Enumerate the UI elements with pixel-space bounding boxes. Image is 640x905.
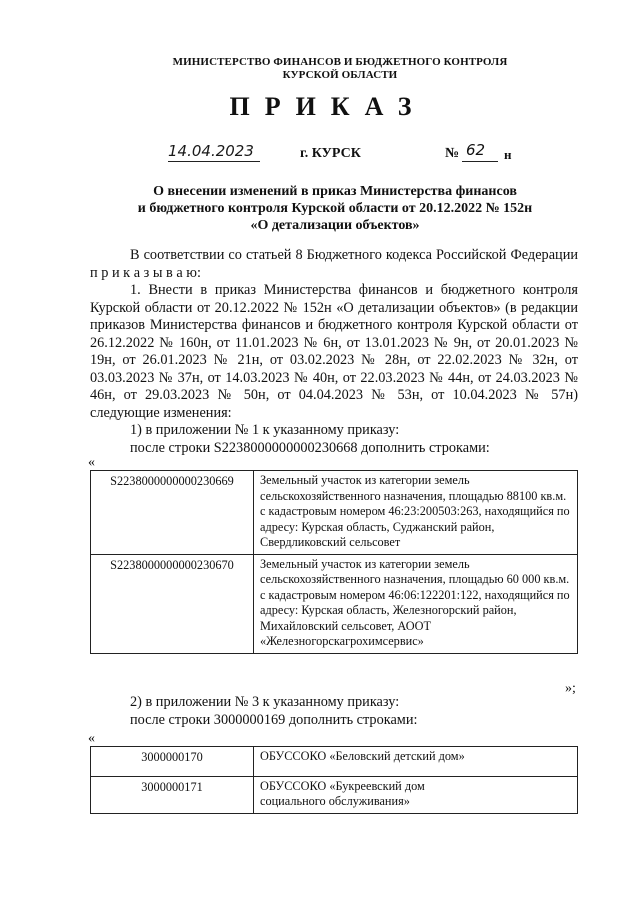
table-row <box>91 471 578 555</box>
table-cell-code: 3000000171 <box>91 776 254 813</box>
table-row <box>91 554 578 653</box>
table-cell-description: ОБУССОКО «Беловский детский дом» <box>254 747 578 777</box>
table-row <box>91 776 578 813</box>
table-row <box>91 747 578 777</box>
table-cell-description: ОБУССОКО «Букреевский дом социального обслуживания» <box>254 776 578 813</box>
table-cell-code: 3000000170 <box>91 747 254 777</box>
number-sign: № <box>445 146 460 161</box>
subitem-1-instruction: после строки S2238000000000230668 дополнить строками: <box>130 439 490 456</box>
number-suffix: н <box>504 147 512 162</box>
table-cell-description: Земельный участок из категории земель сельскохозяйственного назначения, площадью 60 000 кв.м. с кадастровым номером 46:06:122201:122, находящийся по адресу: Курская область, Железногорский район, Михайловский сельсовет, АООТ «Железногорскагрохимсервис» <box>254 554 578 653</box>
order-subject <box>90 183 580 234</box>
close-quote: »; <box>565 681 576 696</box>
date-underline <box>168 161 260 162</box>
handwritten-date: 14.04.2023 <box>168 142 254 160</box>
table-appendix-1 <box>90 470 578 654</box>
table-cell-code: S2238000000000230670 <box>91 554 254 653</box>
handwritten-number: 62 <box>466 141 486 159</box>
subject-line-1: О внесении изменений в приказ Министерства финансов <box>153 184 517 199</box>
item-2-block <box>90 694 578 729</box>
document-type-title: ПРИКАЗ <box>229 92 427 121</box>
organization-name <box>100 56 580 82</box>
open-quote-1: « <box>88 455 95 470</box>
table-cell-code: S2238000000000230669 <box>91 471 254 555</box>
preamble: В соответствии со статьей 8 Бюджетного кодекса Российской Федерации п р и к а з ы в а ю: <box>90 247 578 281</box>
subitem-2: 2) в приложении № 3 к указанному приказу: <box>130 694 400 710</box>
org-line-2: КУРСКОЙ ОБЛАСТИ <box>282 69 398 81</box>
subject-line-3: «О детализации объектов» <box>250 218 420 233</box>
number-underline <box>462 161 498 162</box>
subitem-2-instruction: после строки 3000000169 дополнить строками: <box>130 711 418 728</box>
subject-line-2: и бюджетного контроля Курской области от 20.12.2022 № 152н <box>137 201 533 216</box>
subitem-1: 1) в приложении № 1 к указанному приказу: <box>130 422 400 438</box>
table-appendix-3 <box>90 746 578 814</box>
city: г. КУРСК <box>300 146 361 161</box>
order-body <box>90 247 578 457</box>
table-cell-description: Земельный участок из категории земель сельскохозяйственного назначения, площадью 88100 кв.м. с кадастровым номером 46:23:200503:263, находящийся по адресу: Курская область, Суджанский район, Свердликовский сельсовет <box>254 471 578 555</box>
open-quote-2: « <box>88 731 95 746</box>
item-1: 1. Внести в приказ Министерства финансов и бюджетного контроля Курской области от 20.12.2022 № 152н «О детализации объектов» (в редакции приказов Министерства финансов и бюджетного контроля Курской области от 26.12.2022 № 160н, от 11.01.2023 № 6н, от 13.01.2023 № 9н, от 20.01.2023 № 19н, от 26.01.2023 № 21н, от 03.02.2023 № 28н, от 22.02.2023 № 32н, от 03.03.2023 № 37н, от 14.03.2023 № 40н, от 22.03.2023 № 44н, от 24.03.2023 № 46н, от 29.03.2023 № 50н, от 04.04.2023 № 53н, от 10.04.2023 № 57н) следующие изменения: <box>90 282 578 421</box>
org-line-1: МИНИСТЕРСТВО ФИНАНСОВ И БЮДЖЕТНОГО КОНТРОЛЯ <box>172 56 508 68</box>
